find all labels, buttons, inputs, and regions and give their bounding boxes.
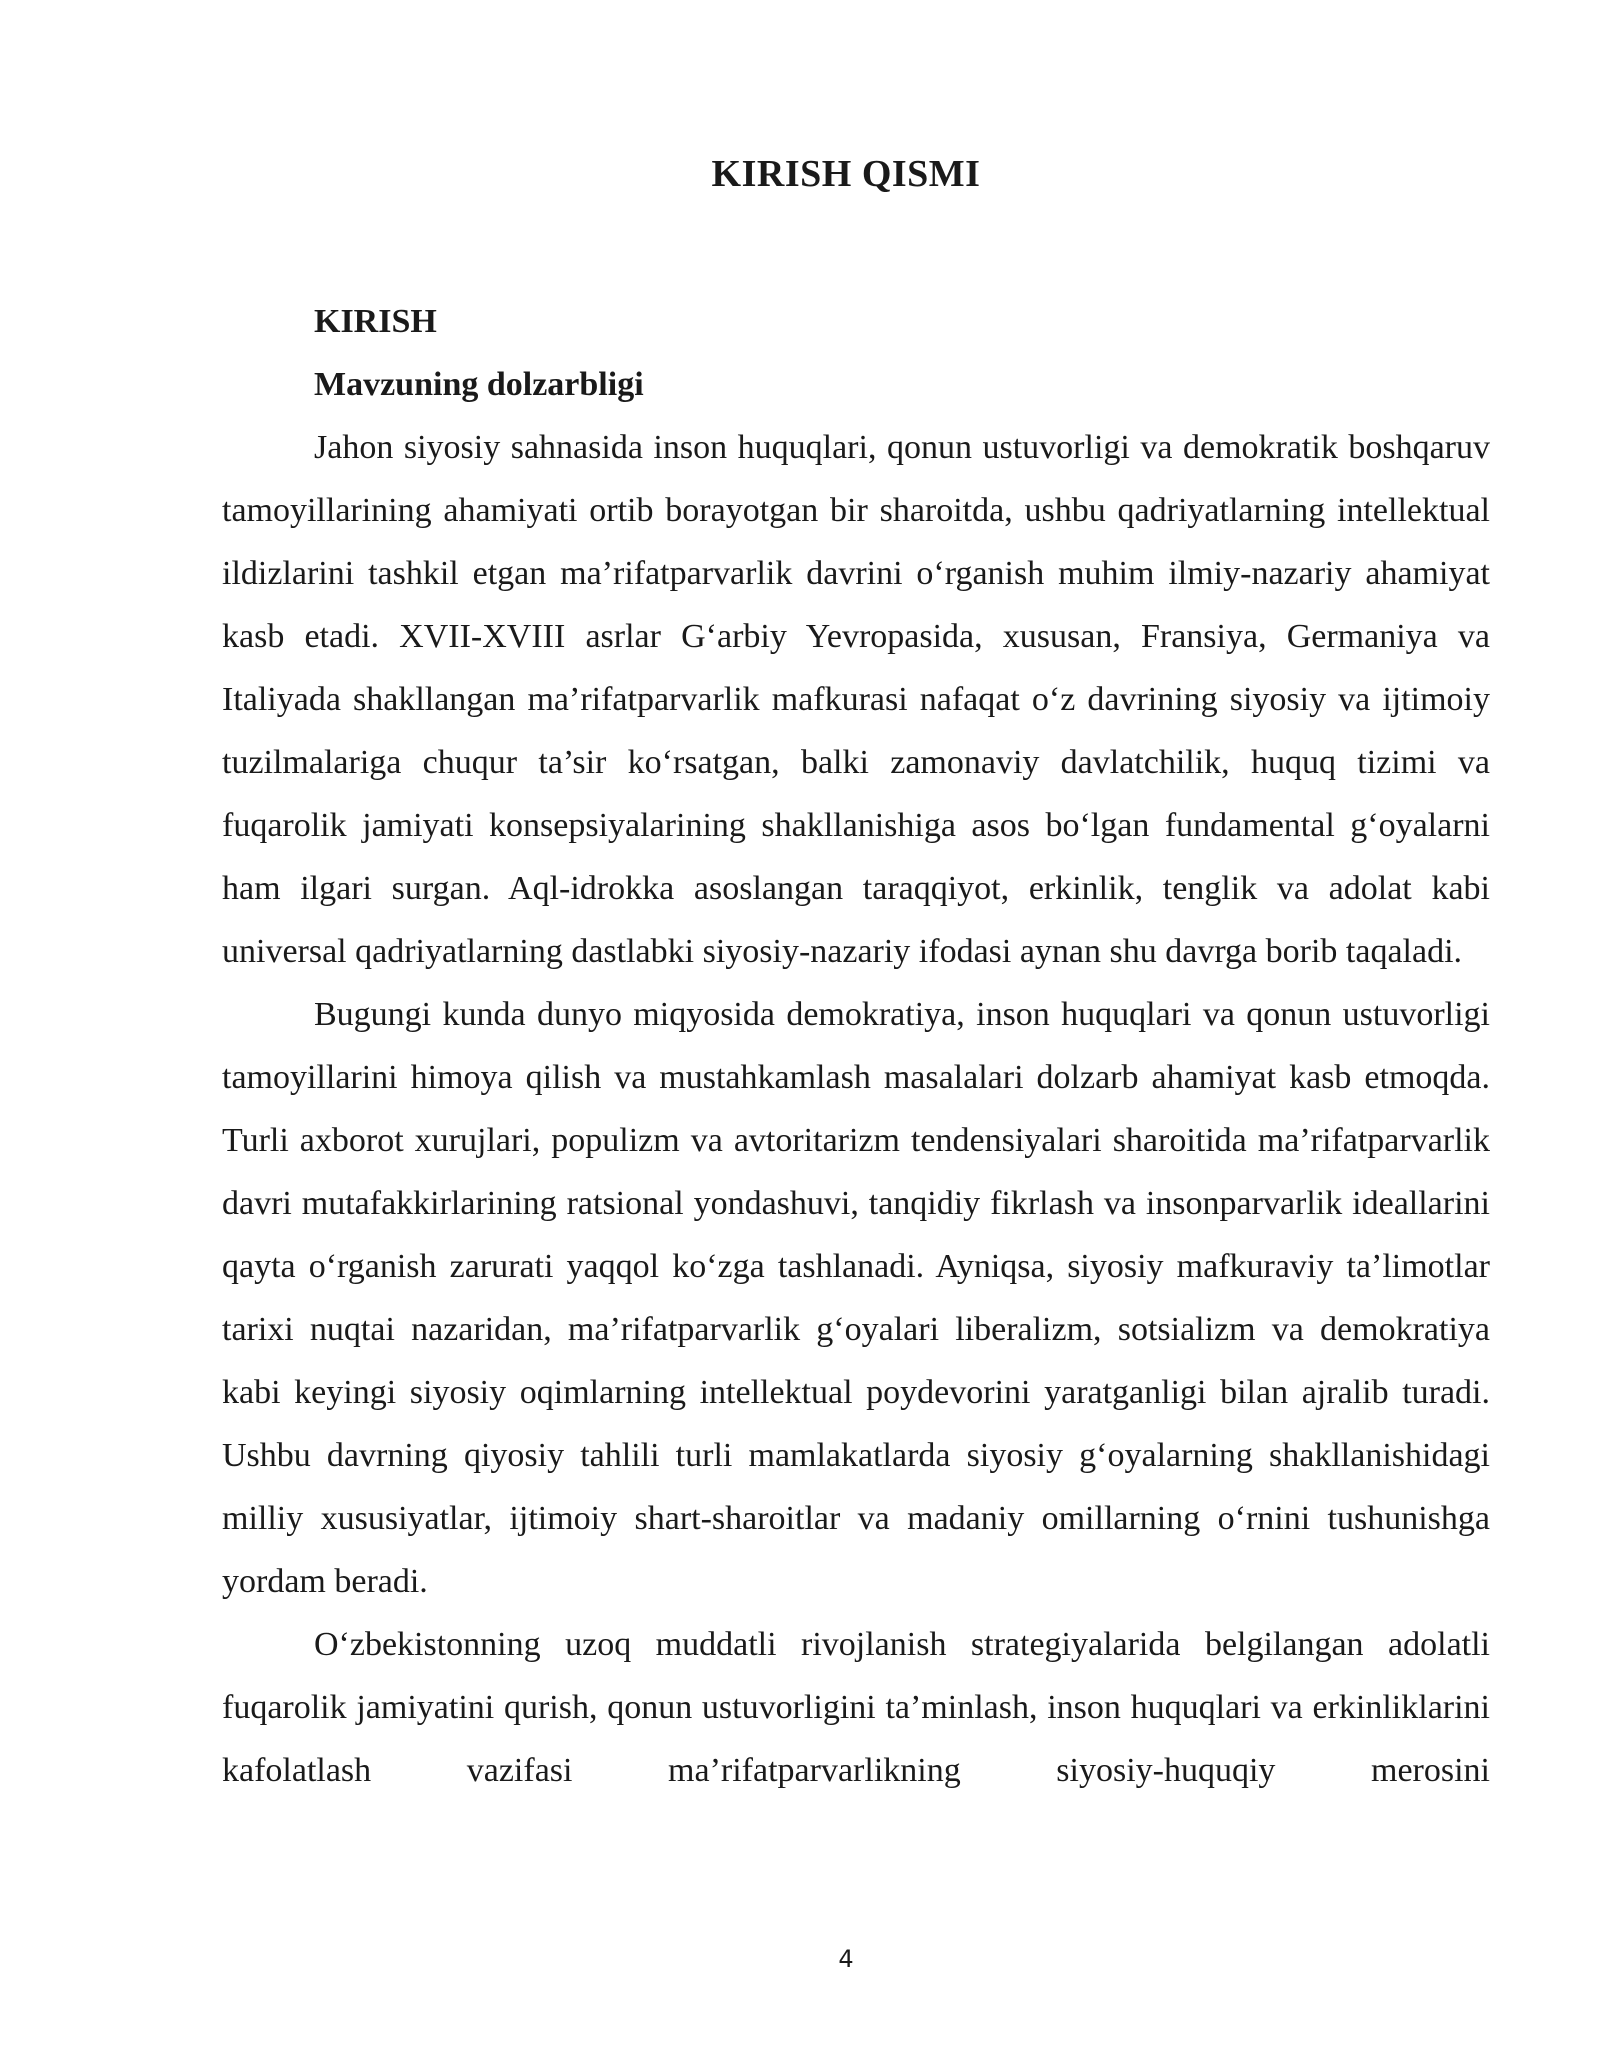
body-paragraph-1: Jahon siyosiy sahnasida inson huquqlari, qonun ustuvorligi va demokratik boshqaruv tamoyillarining ahamiyati ortib borayotgan bir sharoitda, ushbu qadriyatlarning intellektual ildizlarini tashkil etgan ma’rifatparvarlik davrini o‘rganish muhim ilmiy-nazariy ahamiyat kasb etadi. XVII-XVIII asrlar G‘arbiy Yevropasida, xususan, Fransiya, Germaniya va Italiyada shakllangan ma’rifatparvarlik mafkurasi nafaqat o‘z davrining siyosiy va ijtimoiy tuzilmalariga chuqur ta’sir ko‘rsatgan, balki zamonaviy davlatchilik, huquq tizimi va fuqarolik jamiyati konsepsiyalarining shakllanishiga asos bo‘lgan fundamental g‘oyalarni ham ilgari surgan. Aql-idrokka asoslangan taraqqiyot, erkinlik, tenglik va adolat kabi universal qadriyatlarning dastlabki siyosiy-nazariy ifodasi aynan shu davrga borib taqaladi. — [222, 429, 1490, 970]
document-body — [222, 290, 1490, 1802]
section-heading: KIRISH — [314, 303, 437, 340]
page-number: 4 — [838, 1945, 854, 1973]
body-paragraph-3: O‘zbekistonning uzoq muddatli rivojlanish strategiyalarida belgilangan adolatli fuqarolik jamiyatini qurish, qonun ustuvorligini ta’minlash, inson huquqlari va erkinliklarini kafolatlash vazifasi ma’rifatparvarlikning siyosiy-huquqiy merosini — [222, 1626, 1490, 1789]
document-title: KIRISH QISMI — [711, 153, 981, 195]
body-paragraph-2: Bugungi kunda dunyo miqyosida demokratiya, inson huquqlari va qonun ustuvorligi tamoyillarini himoya qilish va mustahkamlash masalalari dolzarb ahamiyat kasb etmoqda. Turli axborot xurujlari, populizm va avtoritarizm tendensiyalari sharoitida ma’rifatparvarlik davri mutafakkirlarining ratsional yondashuvi, tanqidiy fikrlash va insonparvarlik ideallarini qayta o‘rganish zarurati yaqqol ko‘zga tashlanadi. Ayniqsa, siyosiy mafkuraviy ta’limotlar tarixi nuqtai nazaridan, ma’rifatparvarlik g‘oyalari liberalizm, sotsializm va demokratiya kabi keyingi siyosiy oqimlarning intellektual poydevorini yaratganligi bilan ajralib turadi. Ushbu davrning qiyosiy tahlili turli mamlakatlarda siyosiy g‘oyalarning shakllanishidagi milliy xususiyatlar, ijtimoiy shart-sharoitlar va madaniy omillarning o‘rnini tushunishga yordam beradi. — [222, 996, 1490, 1600]
subsection-heading: Mavzuning dolzarbligi — [314, 366, 644, 403]
